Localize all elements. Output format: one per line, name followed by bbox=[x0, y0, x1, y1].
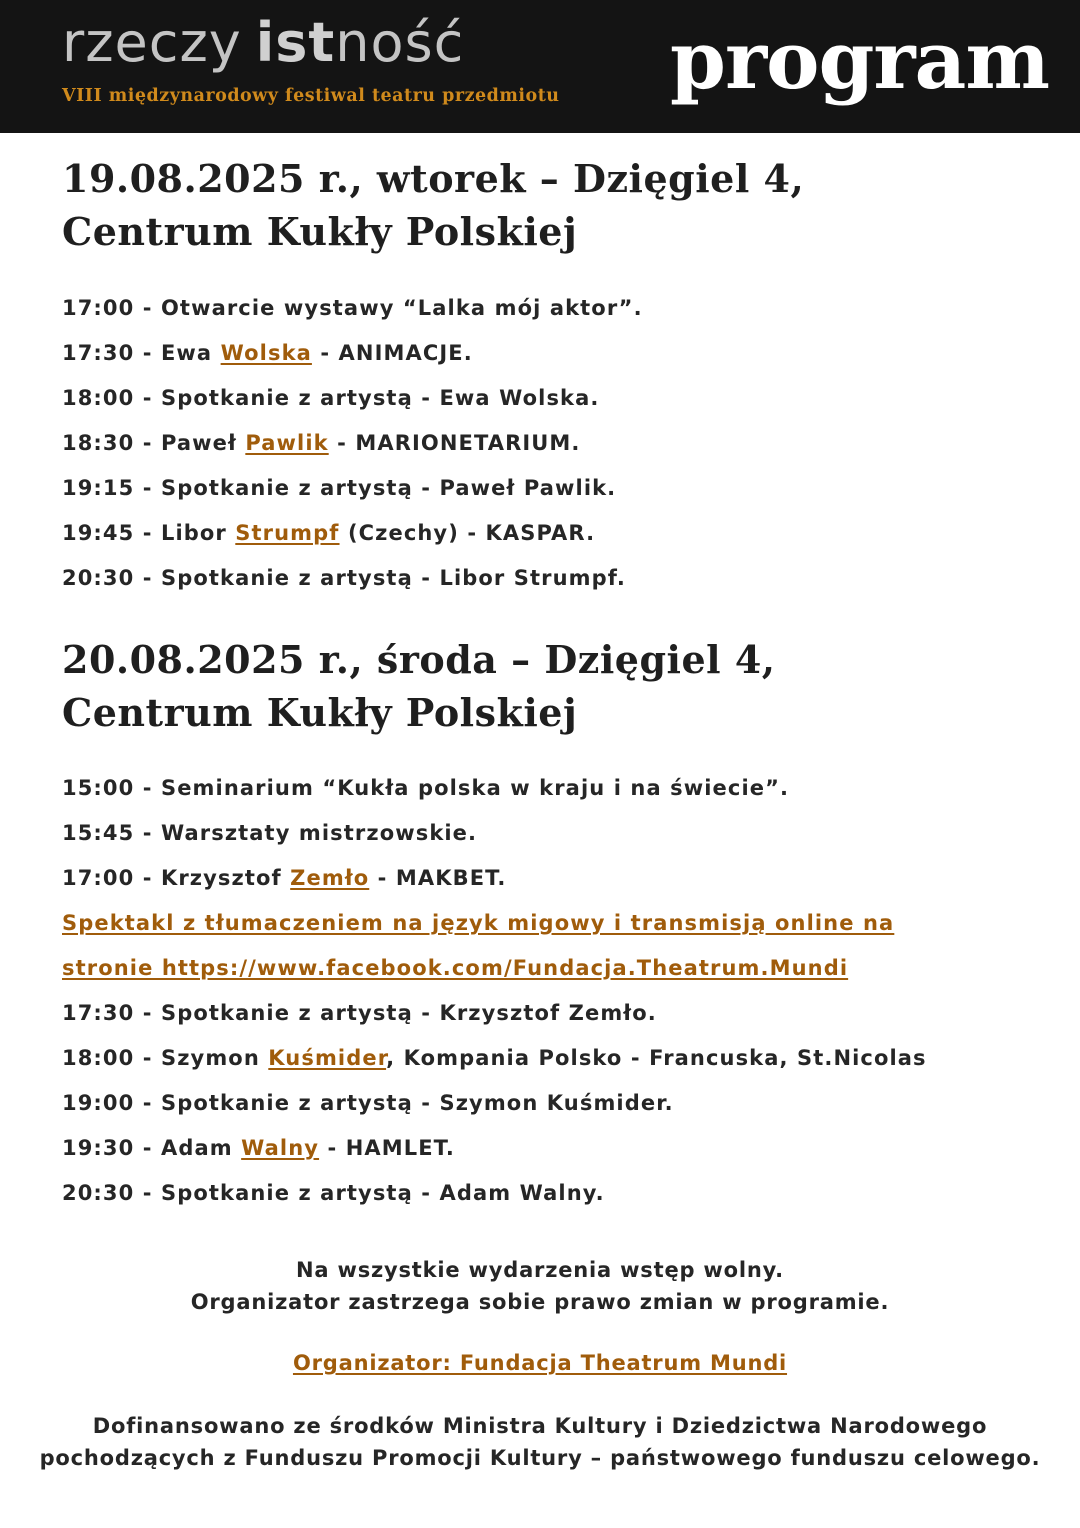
item-text: 18:00 - Spotkanie z artystą - Ewa Wolska. bbox=[62, 386, 600, 410]
changes-note: Organizator zastrzega sobie prawo zmian w programie. bbox=[190, 1290, 890, 1314]
item-text-suffix: - ANIMACJE. bbox=[311, 341, 473, 365]
schedule-item bbox=[62, 473, 643, 518]
logo-word-ist: ist bbox=[255, 11, 336, 74]
schedule-day-2 bbox=[62, 773, 927, 1223]
artist-link-strumpf[interactable]: Strumpf bbox=[235, 521, 340, 545]
item-text: 18:00 - Szymon bbox=[62, 1046, 269, 1070]
item-text: 17:00 - Krzysztof bbox=[62, 866, 291, 890]
day-heading-2-line2: Centrum Kukły Polskiej bbox=[62, 690, 578, 735]
schedule-item bbox=[62, 1178, 927, 1223]
facebook-stream-link[interactable]: stronie https://www.facebook.com/Fundacja.Theatrum.Mundi bbox=[62, 956, 849, 980]
schedule-item bbox=[62, 428, 643, 473]
item-text: 20:30 - Spotkanie z artystą - Libor Strumpf. bbox=[62, 566, 626, 590]
day-heading-2 bbox=[62, 633, 776, 739]
artist-link-walny[interactable]: Walny bbox=[241, 1136, 320, 1160]
item-text-suffix: - MAKBET. bbox=[369, 866, 507, 890]
logo-word-rzeczy: rzeczy bbox=[62, 11, 242, 74]
item-text: 15:00 - Seminarium “Kukła polska w kraju i na świecie”. bbox=[62, 776, 790, 800]
funding-note bbox=[0, 1410, 1080, 1474]
footer-notes bbox=[0, 1254, 1080, 1318]
item-text: 19:30 - Adam bbox=[62, 1136, 242, 1160]
schedule-item bbox=[62, 1088, 927, 1133]
schedule-day-1 bbox=[62, 293, 643, 608]
festival-logo bbox=[62, 8, 464, 78]
item-text-suffix: - MARIONETARIUM. bbox=[328, 431, 581, 455]
schedule-item bbox=[62, 1133, 927, 1178]
schedule-item bbox=[62, 998, 927, 1043]
schedule-item bbox=[62, 1043, 927, 1088]
schedule-item bbox=[62, 908, 927, 953]
item-text: 18:30 - Paweł bbox=[62, 431, 246, 455]
artist-link-wolska[interactable]: Wolska bbox=[220, 341, 312, 365]
item-text: 19:45 - Libor bbox=[62, 521, 236, 545]
header-banner bbox=[0, 0, 1080, 133]
schedule-item bbox=[62, 818, 927, 863]
sign-language-notice-link[interactable]: Spektakl z tłumaczeniem na język migowy i transmisją online na bbox=[62, 911, 895, 935]
day-heading-1 bbox=[62, 152, 804, 258]
item-text: 19:00 - Spotkanie z artystą - Szymon Kuśmider. bbox=[62, 1091, 674, 1115]
item-text: 19:15 - Spotkanie z artystą - Paweł Pawlik. bbox=[62, 476, 617, 500]
schedule-item bbox=[62, 293, 643, 338]
item-text-suffix: (Czechy) - KASPAR. bbox=[339, 521, 596, 545]
schedule-item bbox=[62, 518, 643, 563]
logo-word-nosc: ność bbox=[335, 11, 465, 74]
item-text-suffix: - HAMLET. bbox=[319, 1136, 455, 1160]
item-text: 17:30 - Ewa bbox=[62, 341, 221, 365]
item-text-suffix: , Kompania Polsko - Francuska, St.Nicolas bbox=[386, 1046, 927, 1070]
organizer-line bbox=[0, 1348, 1080, 1378]
funding-line-1: Dofinansowano ze środków Ministra Kultury i Dziedzictwa Narodowego bbox=[92, 1414, 988, 1438]
funding-line-2: pochodzących z Funduszu Promocji Kultury – państwowego funduszu celowego. bbox=[39, 1446, 1041, 1470]
item-text: 17:00 - Otwarcie wystawy “Lalka mój aktor”. bbox=[62, 296, 643, 320]
item-text: 20:30 - Spotkanie z artystą - Adam Walny. bbox=[62, 1181, 605, 1205]
festival-subtitle: VIII międzynarodowy festiwal teatru przedmiotu bbox=[62, 86, 560, 106]
artist-link-zemlo[interactable]: Zemło bbox=[290, 866, 370, 890]
day-heading-2-line1: 20.08.2025 r., środa – Dzięgiel 4, bbox=[62, 637, 776, 682]
artist-link-pawlik[interactable]: Pawlik bbox=[245, 431, 329, 455]
organizer-link[interactable]: Organizator: Fundacja Theatrum Mundi bbox=[292, 1351, 788, 1375]
schedule-item bbox=[62, 563, 643, 608]
item-text: 15:45 - Warsztaty mistrzowskie. bbox=[62, 821, 478, 845]
artist-link-kusmider[interactable]: Kuśmider bbox=[268, 1046, 387, 1070]
day-heading-1-line2: Centrum Kukły Polskiej bbox=[62, 209, 578, 254]
free-entry-note: Na wszystkie wydarzenia wstęp wolny. bbox=[296, 1258, 784, 1282]
schedule-item bbox=[62, 953, 927, 998]
program-title: program bbox=[670, 13, 1050, 107]
schedule-item bbox=[62, 383, 643, 428]
item-text: 17:30 - Spotkanie z artystą - Krzysztof Zemło. bbox=[62, 1001, 657, 1025]
schedule-item bbox=[62, 863, 927, 908]
schedule-item bbox=[62, 773, 927, 818]
day-heading-1-line1: 19.08.2025 r., wtorek – Dzięgiel 4, bbox=[62, 156, 805, 201]
schedule-item bbox=[62, 338, 643, 383]
